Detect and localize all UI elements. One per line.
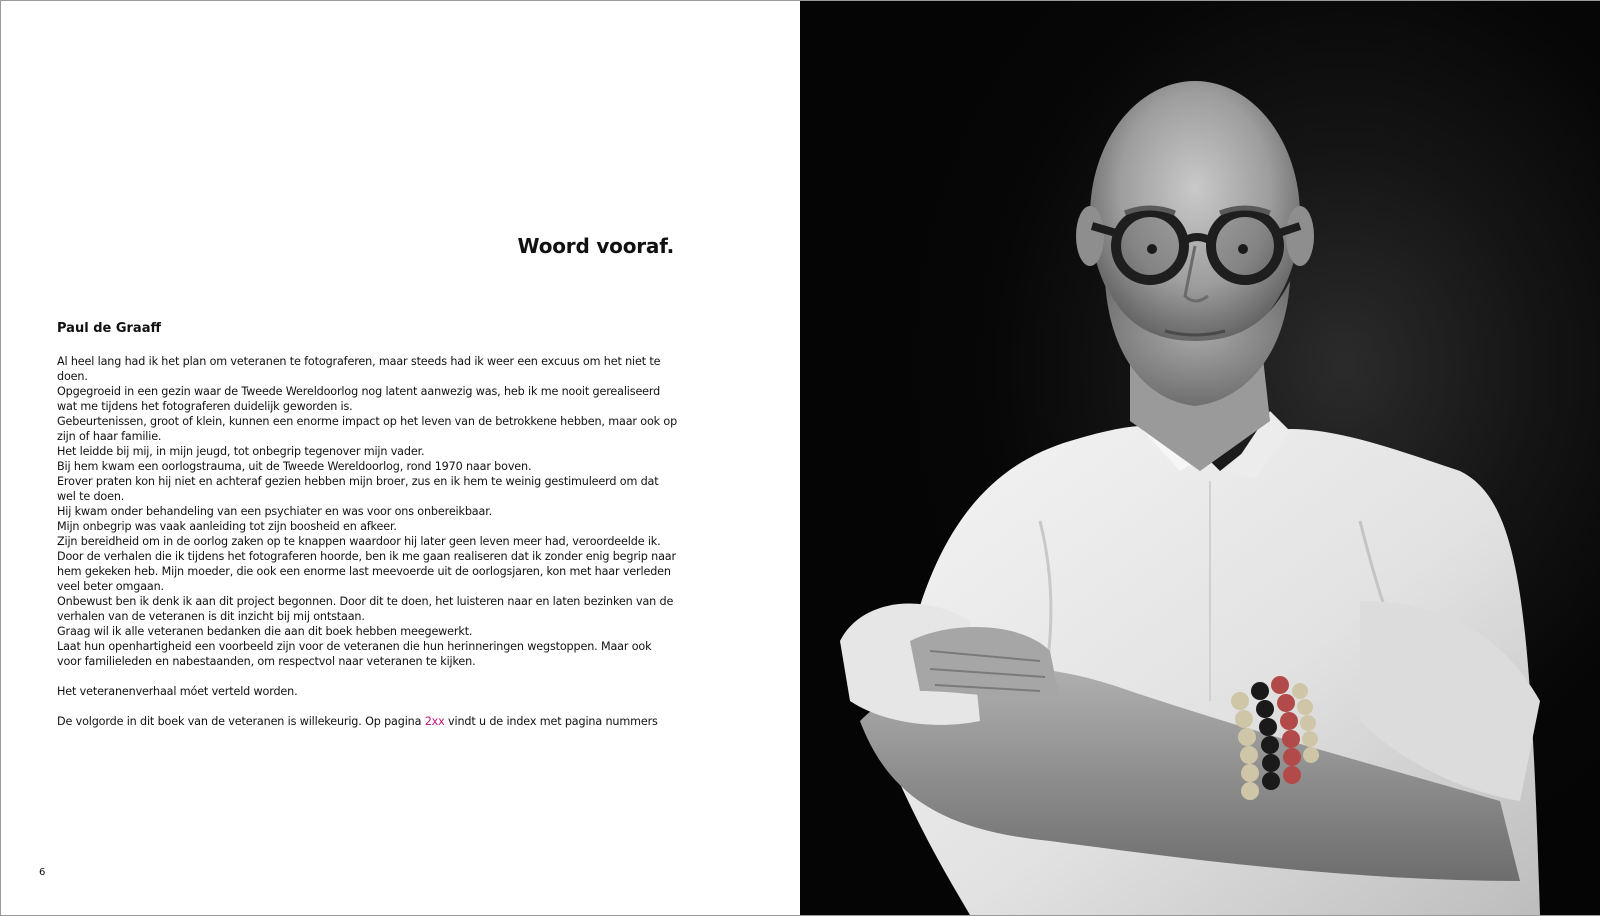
paragraph: Al heel lang had ik het plan om veteranen te fotograferen, maar steeds had ik weer een excuus om het niet te doen. (57, 355, 661, 383)
closing-line: Het veteranenverhaal móet verteld worden. (57, 685, 298, 698)
left-page (1, 1, 800, 915)
page-heading: Woord vooraf. (517, 234, 674, 258)
author-name: Paul de Graaff (57, 321, 161, 336)
paragraph: Laat hun openhartigheid een voorbeeld zijn voor de veteranen die hun herinneringen wegstoppen. Maar ook voor familieleden en nabestaanden, om respectvol naar veteranen te kijken. (57, 640, 652, 668)
index-note-text-end: vindt u de index met pagina nummers (444, 715, 658, 728)
index-note (57, 714, 679, 729)
paragraph: Mijn onbegrip was vaak aanleiding tot zijn boosheid en afkeer. (57, 520, 397, 533)
portrait-illustration (800, 1, 1600, 915)
paragraph: Zijn bereidheid om in de oorlog zaken op te knappen waardoor hij later geen leven meer had, veroordeelde ik. (57, 535, 661, 548)
paragraph: Erover praten kon hij niet en achteraf gezien hebben mijn broer, zus en ik hem te weinig gestimuleerd om dat wel te doen. (57, 475, 659, 503)
page-number: 6 (39, 867, 46, 878)
paragraph: Door de verhalen die ik tijdens het fotograferen hoorde, ben ik me gaan realiseren dat ik zonder enig begrip naar hem gekeken heb. Mijn moeder, die ook een enorme last meevoerde uit de oorlogsjaren, kon met haar verleden veel beter omgaan. (57, 550, 676, 593)
paragraph: Graag wil ik alle veteranen bedanken die aan dit boek hebben meegewerkt. (57, 625, 473, 638)
portrait-photo (800, 1, 1600, 915)
paragraph: Gebeurtenissen, groot of klein, kunnen een enorme impact op het leven van de betrokkene hebben, maar ook op zijn of haar familie. (57, 415, 678, 443)
index-note-text: De volgorde in dit boek van de veteranen is willekeurig. Op pagina (57, 715, 425, 728)
paragraph: Onbewust ben ik denk ik aan dit project begonnen. Door dit te doen, het luisteren naar en laten bezinken van de verhalen van de veteranen is dit inzicht bij mij ontstaan. (57, 595, 674, 623)
foreword-text (57, 354, 679, 729)
paragraph: Bij hem kwam een oorlogstrauma, uit de Tweede Wereldoorlog, rond 1970 naar boven. (57, 460, 532, 473)
paragraph: Opgegroeid in een gezin waar de Tweede Wereldoorlog nog latent aanwezig was, heb ik me nooit gerealiseerd wat me tijdens het fotograferen duidelijk geworden is. (57, 385, 661, 413)
paragraph: Het leidde bij mij, in mijn jeugd, tot onbegrip tegenover mijn vader. (57, 445, 425, 458)
paragraph: Hij kwam onder behandeling van een psychiater en was voor ons onbereikbaar. (57, 505, 493, 518)
index-page-reference: 2xx (424, 715, 445, 728)
